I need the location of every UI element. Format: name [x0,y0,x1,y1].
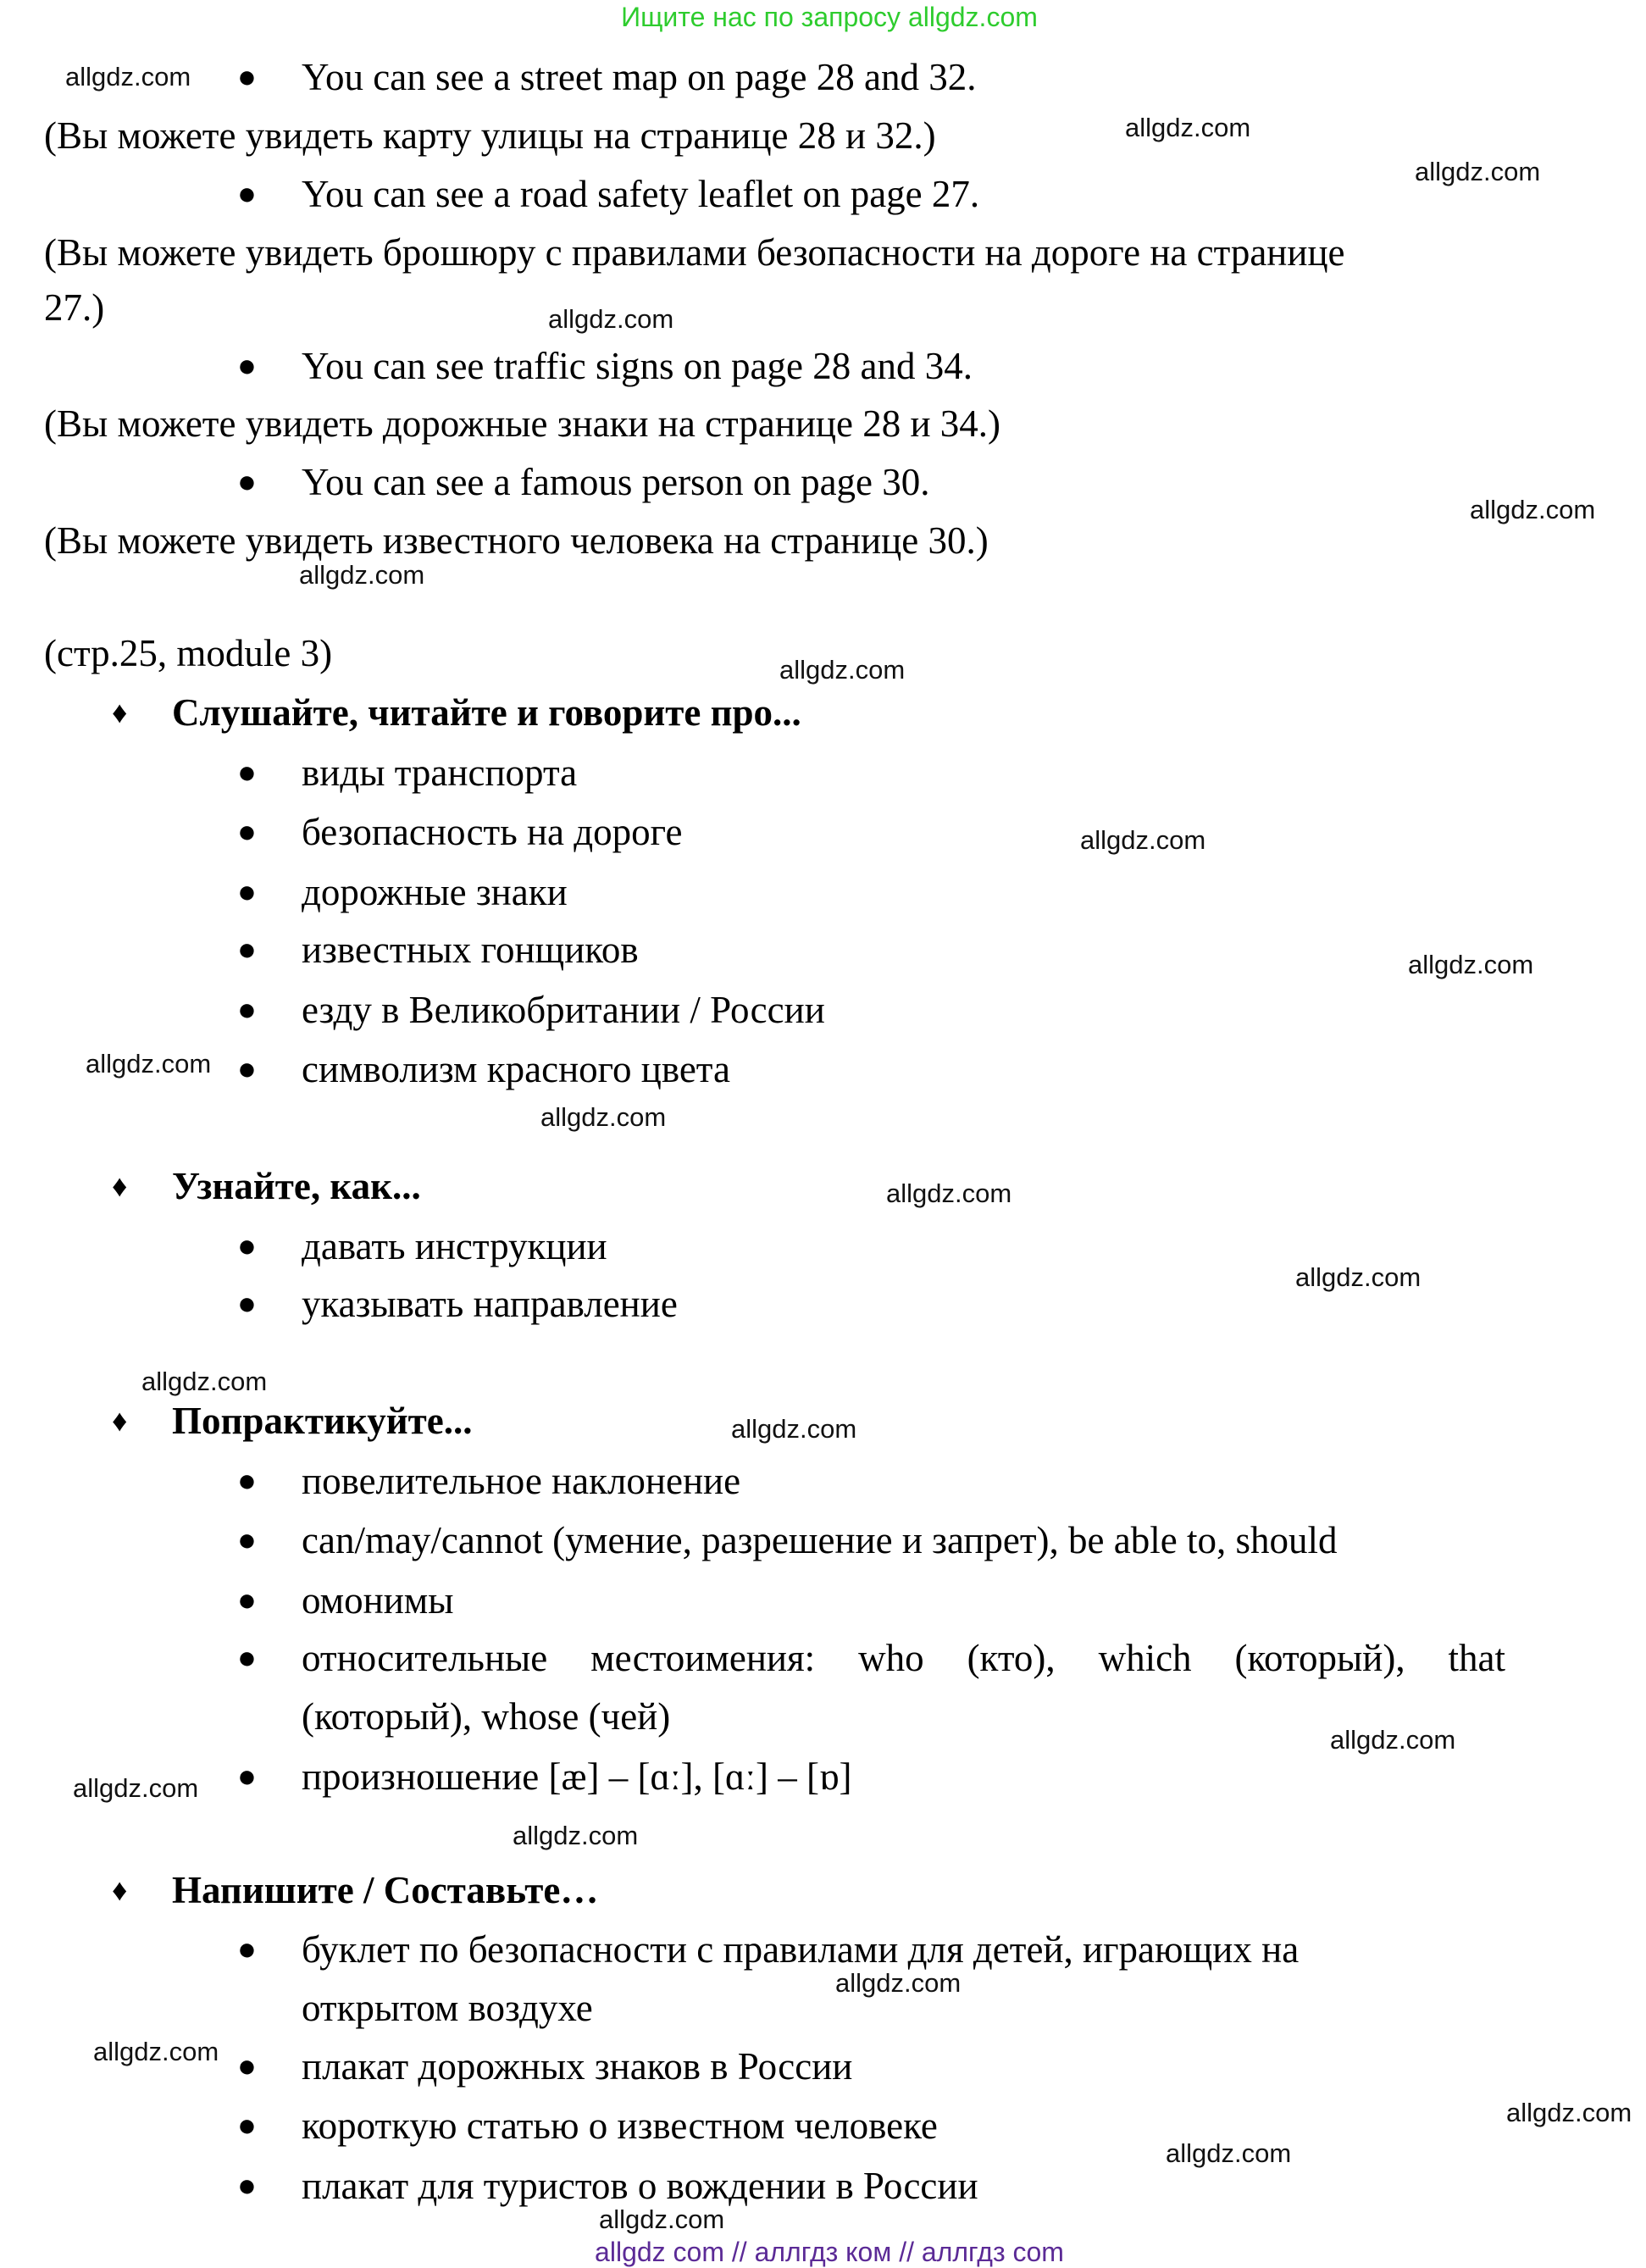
bullet-icon: ● [237,2049,257,2084]
diamond-icon: ♦ [112,696,128,729]
watermark: allgdz.com [1408,950,1534,979]
bullet-icon: ● [237,59,257,95]
list-item-cont: открытом воздухе [302,1987,593,2029]
bullet-icon: ● [237,1228,257,1264]
watermark: allgdz.com [73,1773,199,1803]
watermark: allgdz.com [1506,2098,1632,2127]
bullet-icon: ● [237,1583,257,1618]
watermark: allgdz.com [1295,1262,1422,1292]
sentence-en: You can see traffic signs on page 28 and 34. [302,345,973,387]
section-heading: Узнайте, как... [172,1165,421,1207]
watermark: allgdz.com [299,560,425,590]
watermark: allgdz.com [513,1821,639,1850]
bullet-icon: ● [237,992,257,1028]
bullet-icon: ● [237,1932,257,1967]
bullet-icon: ● [237,1286,257,1322]
watermark: allgdz.com [65,62,191,91]
watermark: allgdz.com [1470,495,1596,524]
watermark: allgdz.com [1415,157,1541,186]
bullet-icon: ● [237,176,257,212]
section-heading: Попрактикуйте... [172,1400,473,1442]
watermark: allgdz.com [141,1367,268,1396]
watermark: allgdz.com [548,304,674,334]
watermark: allgdz.com [886,1178,1012,1208]
watermark: allgdz.com [599,2204,725,2234]
watermark: allgdz.com [1166,2138,1292,2168]
list-item: плакат дорожных знаков в России [302,2045,853,2088]
bullet-icon: ● [237,814,257,850]
sentence-en: You can see a famous person on page 30. [302,461,930,503]
section-heading: Слушайте, читайте и говорите про... [172,691,801,734]
bullet-icon: ● [237,755,257,790]
bullet-icon: ● [237,874,257,910]
footer-links[interactable]: allgdz com // аллгдз ком // аллгдз com [595,2237,1064,2267]
sentence-ru: (Вы можете увидеть брошюру с правилами безопасности на дороге на странице [44,231,1345,274]
list-item: повелительное наклонение [302,1460,741,1502]
list-item: виды транспорта [302,751,578,794]
watermark: allgdz.com [86,1049,212,1079]
watermark: allgdz.com [731,1414,857,1444]
sentence-ru: (Вы можете увидеть карту улицы на странице 28 и 32.) [44,114,936,157]
bullet-icon: ● [237,1640,257,1676]
sentence-en: You can see a road safety leaflet on page 27. [302,173,980,215]
list-item: короткую статью о известном человеке [302,2104,938,2147]
list-item: буклет по безопасности с правилами для детей, играющих на [302,1928,1300,1971]
diamond-icon: ♦ [112,1169,128,1203]
list-item: указывать направление [302,1283,678,1325]
list-item-cont: (который), whose (чей) [302,1695,671,1738]
watermark: allgdz.com [835,1968,962,1998]
list-item: произношение [æ] – [ɑː], [ɑː] – [ɒ] [302,1755,852,1798]
watermark: allgdz.com [1125,113,1251,142]
list-item: давать инструкции [302,1225,607,1267]
bullet-icon: ● [237,1463,257,1499]
watermark: allgdz.com [93,2037,219,2066]
bullet-icon: ● [237,1051,257,1087]
sentence-ru: (Вы можете увидеть известного человека на странице 30.) [44,519,989,562]
page-reference: (стр.25, module 3) [44,632,333,674]
list-item: символизм красного цвета [302,1048,730,1090]
bullet-icon: ● [237,2108,257,2143]
watermark: allgdz.com [540,1102,667,1132]
bullet-icon: ● [237,932,257,968]
list-item: дорожные знаки [302,871,568,913]
list-item: плакат для туристов о вождении в России [302,2165,978,2207]
list-item: омонимы [302,1579,454,1622]
list-item: известных гонщиков [302,929,639,971]
bullet-icon: ● [237,1522,257,1558]
watermark: allgdz.com [1080,825,1206,855]
diamond-icon: ♦ [112,1404,128,1438]
bullet-icon: ● [237,348,257,384]
bullet-icon: ● [237,1759,257,1794]
search-banner[interactable]: Ищите нас по запросу allgdz.com [621,2,1038,32]
watermark: allgdz.com [1330,1725,1456,1755]
list-item: езду в Великобритании / России [302,989,825,1031]
list-item: относительные местоимения: who (кто), which (который), that [302,1637,1505,1679]
list-item: безопасность на дороге [302,811,683,853]
bullet-icon: ● [237,2168,257,2204]
section-heading: Напишите / Составьте… [172,1869,599,1911]
bullet-icon: ● [237,464,257,500]
sentence-ru-cont: 27.) [44,286,105,329]
diamond-icon: ♦ [112,1873,128,1907]
watermark: allgdz.com [779,655,906,685]
sentence-en: You can see a street map on page 28 and 32. [302,56,977,98]
list-item: can/may/cannot (умение, разрешение и запрет), be able to, should [302,1519,1338,1561]
sentence-ru: (Вы можете увидеть дорожные знаки на странице 28 и 34.) [44,402,1001,445]
